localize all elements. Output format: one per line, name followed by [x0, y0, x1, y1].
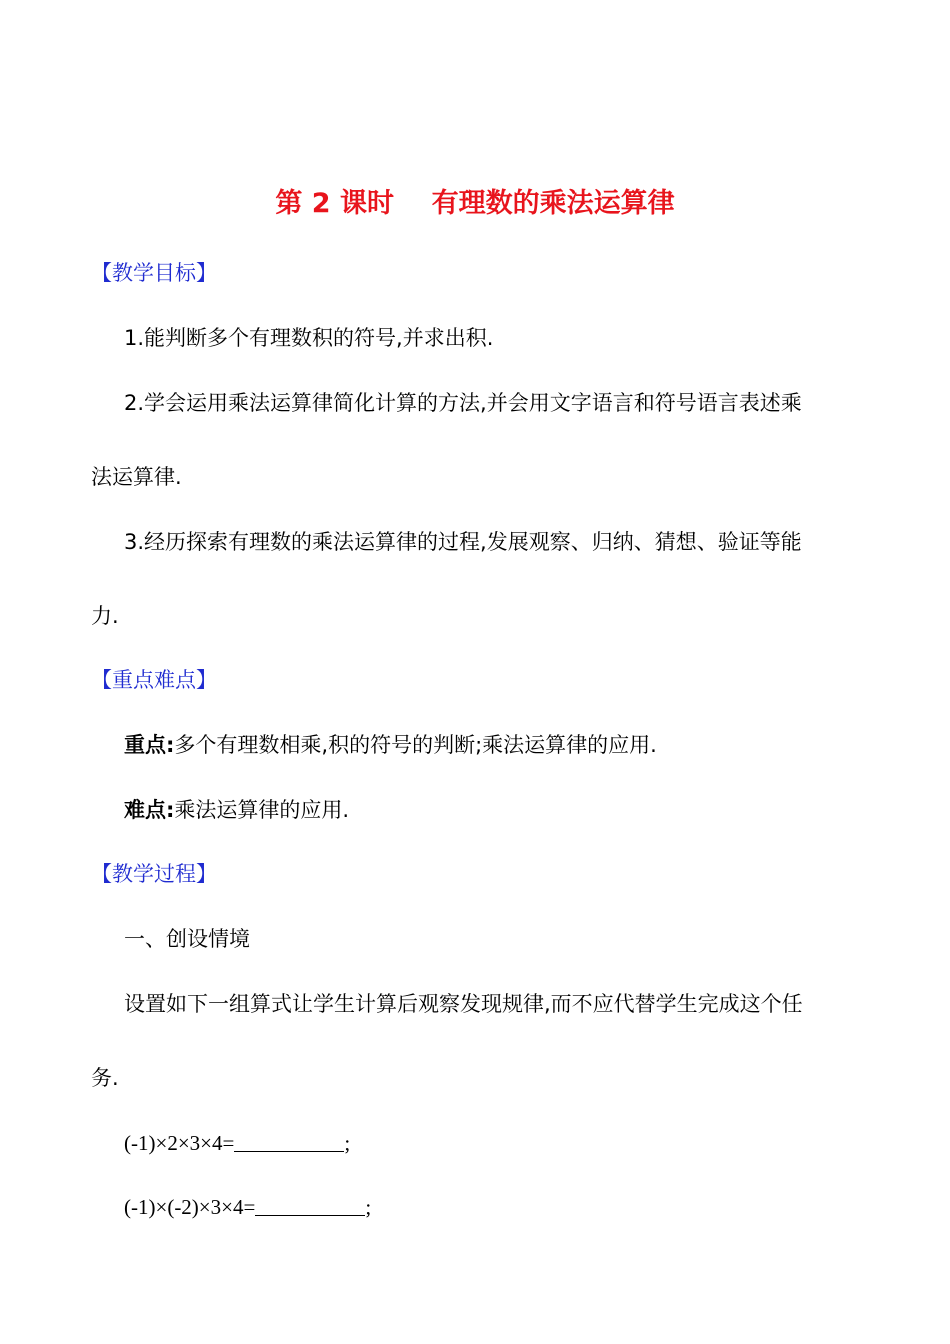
equation-1-text: (-1)×2×3×4=	[124, 1131, 235, 1155]
equation-1-end: ;	[344, 1131, 351, 1155]
setup-line-1: 设置如下一组算式让学生计算后观察发现规律,而不应代替学生完成这个任	[124, 992, 803, 1016]
answer-blank-1[interactable]	[234, 1131, 344, 1152]
equation-2-text: (-1)×(-2)×3×4=	[124, 1195, 256, 1219]
lesson-title: 第 2 课时 有理数的乘法运算律	[275, 188, 675, 219]
section-heading-goals: 【教学目标】	[91, 261, 217, 285]
equation-2-end: ;	[365, 1195, 372, 1219]
goal-3-line-2: 力.	[91, 604, 119, 628]
key-point-row	[124, 730, 894, 760]
goal-2-line-2: 法运算律.	[91, 465, 182, 489]
section-heading-key-points: 【重点难点】	[91, 668, 217, 692]
answer-blank-2[interactable]	[255, 1195, 365, 1216]
equation-1	[124, 1128, 894, 1158]
key-point-label: 重点:	[124, 733, 175, 757]
difficult-point-text: 乘法运算律的应用.	[174, 798, 350, 822]
equation-2	[124, 1192, 894, 1222]
goal-3-line-1: 3.经历探索有理数的乘法运算律的过程,发展观察、归纳、猜想、验证等能	[124, 530, 802, 554]
goal-1: 1.能判断多个有理数积的符号,并求出积.	[124, 326, 494, 350]
setup-line-2: 务.	[91, 1066, 119, 1090]
step-1-heading: 一、创设情境	[124, 927, 250, 951]
difficult-point-row	[124, 795, 894, 825]
key-point-text: 多个有理数相乘,积的符号的判断;乘法运算律的应用.	[174, 733, 657, 757]
section-heading-process: 【教学过程】	[91, 862, 217, 886]
goal-2-line-1: 2.学会运用乘法运算律简化计算的方法,并会用文字语言和符号语言表述乘	[124, 391, 802, 415]
difficult-point-label: 难点:	[124, 798, 175, 822]
